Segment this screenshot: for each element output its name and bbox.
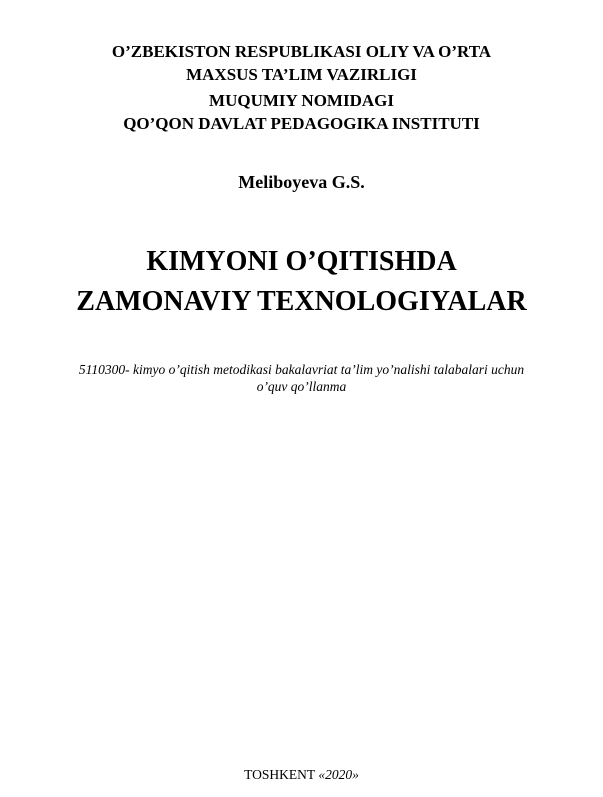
book-title-line-2: ZAMONAVIY TEXNOLOGIYALAR [76,286,527,317]
institution-line-2: MAXSUS TA’LIM VAZIRLIGI [186,65,417,84]
institution-line-4: QO’QON DAVLAT PEDAGOGIKA INSTITUTI [123,114,480,133]
subtitle-line-2: o’quv qo’llanma [256,379,347,394]
subtitle-line-1: 5110300- kimyo o’qitish metodikasi bakalavriat ta’lim yo’nalishi talabalari uchun [78,362,525,377]
institution-line-3: MUQUMIY NOMIDAGI [209,91,394,110]
book-title-line-1: KIMYONI O’QITISHDA [146,246,457,277]
institution-line-1: O’ZBEKISTON RESPUBLIKASI OLIY VA O’RTA [111,42,492,61]
footer-city: TOSHKENT [244,767,315,782]
footer-year: «2020» [318,767,359,782]
author-name: Meliboyeva G.S. [238,172,365,192]
footer [0,767,603,783]
